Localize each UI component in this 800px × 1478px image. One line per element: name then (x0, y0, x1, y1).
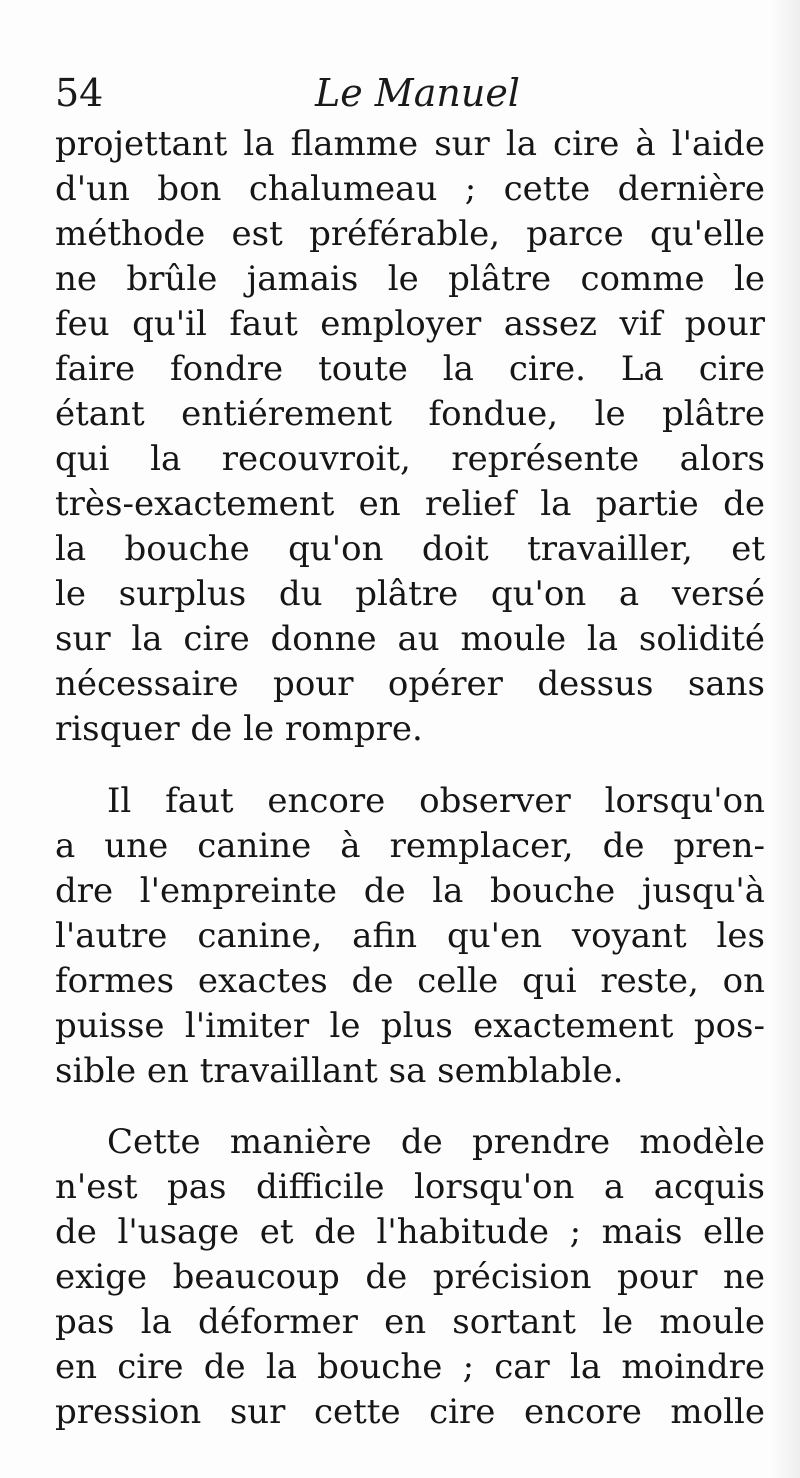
text-line: la bouche qu'on doit travailler, et (55, 529, 765, 569)
text-line: risquer de le rompre. (55, 709, 423, 749)
text-line: en cire de la bouche ; car la moindre (55, 1347, 765, 1387)
text-line: a une canine à remplacer, de pren- (55, 826, 765, 866)
text-line: formes exactes de celle qui reste, on (55, 961, 765, 1001)
text-line: faire fondre toute la cire. La cire (55, 349, 765, 389)
running-title: Le Manuel (315, 71, 520, 115)
text-line: pression sur cette cire encore molle (55, 1392, 765, 1432)
page-edge-shadow (770, 0, 800, 1478)
paragraph-2 (55, 779, 765, 1094)
text-line: le surplus du plâtre qu'on a versé (55, 574, 765, 614)
text-line: très-exactement en relief la partie de (55, 484, 765, 524)
text-line: nécessaire pour opérer dessus sans (55, 664, 765, 704)
text-line: sur la cire donne au moule la solidité (55, 619, 765, 659)
text-line: dre l'empreinte de la bouche jusqu'à (55, 871, 765, 911)
text-line: de l'usage et de l'habitude ; mais elle (55, 1212, 765, 1252)
text-line: sible en travaillant sa semblable. (55, 1051, 624, 1091)
page-header (55, 68, 545, 118)
text-line: pas la déformer en sortant le moule (55, 1302, 765, 1342)
text-line: Il faut encore observer lorsqu'on (107, 781, 765, 821)
text-line: méthode est préférable, parce qu'elle (55, 214, 765, 254)
text-line: puisse l'imiter le plus exactement pos- (55, 1006, 765, 1046)
text-line: l'autre canine, afin qu'en voyant les (55, 916, 765, 956)
text-line: feu qu'il faut employer assez vif pour (55, 304, 765, 344)
text-line: exige beaucoup de précision pour ne (55, 1257, 765, 1297)
page-number: 54 (55, 71, 104, 115)
text-line: n'est pas difficile lorsqu'on a acquis (55, 1167, 765, 1207)
text-line: qui la recouvroit, représente alors (55, 439, 765, 479)
text-line: étant entiérement fondue, le plâtre (55, 394, 765, 434)
paragraph-3 (55, 1120, 765, 1435)
text-line: Cette manière de prendre modèle (107, 1122, 765, 1162)
paragraph-1 (55, 122, 765, 752)
text-line: projettant la flamme sur la cire à l'aide (55, 124, 765, 164)
text-line: d'un bon chalumeau ; cette dernière (55, 169, 765, 209)
text-line: ne brûle jamais le plâtre comme le (55, 259, 765, 299)
